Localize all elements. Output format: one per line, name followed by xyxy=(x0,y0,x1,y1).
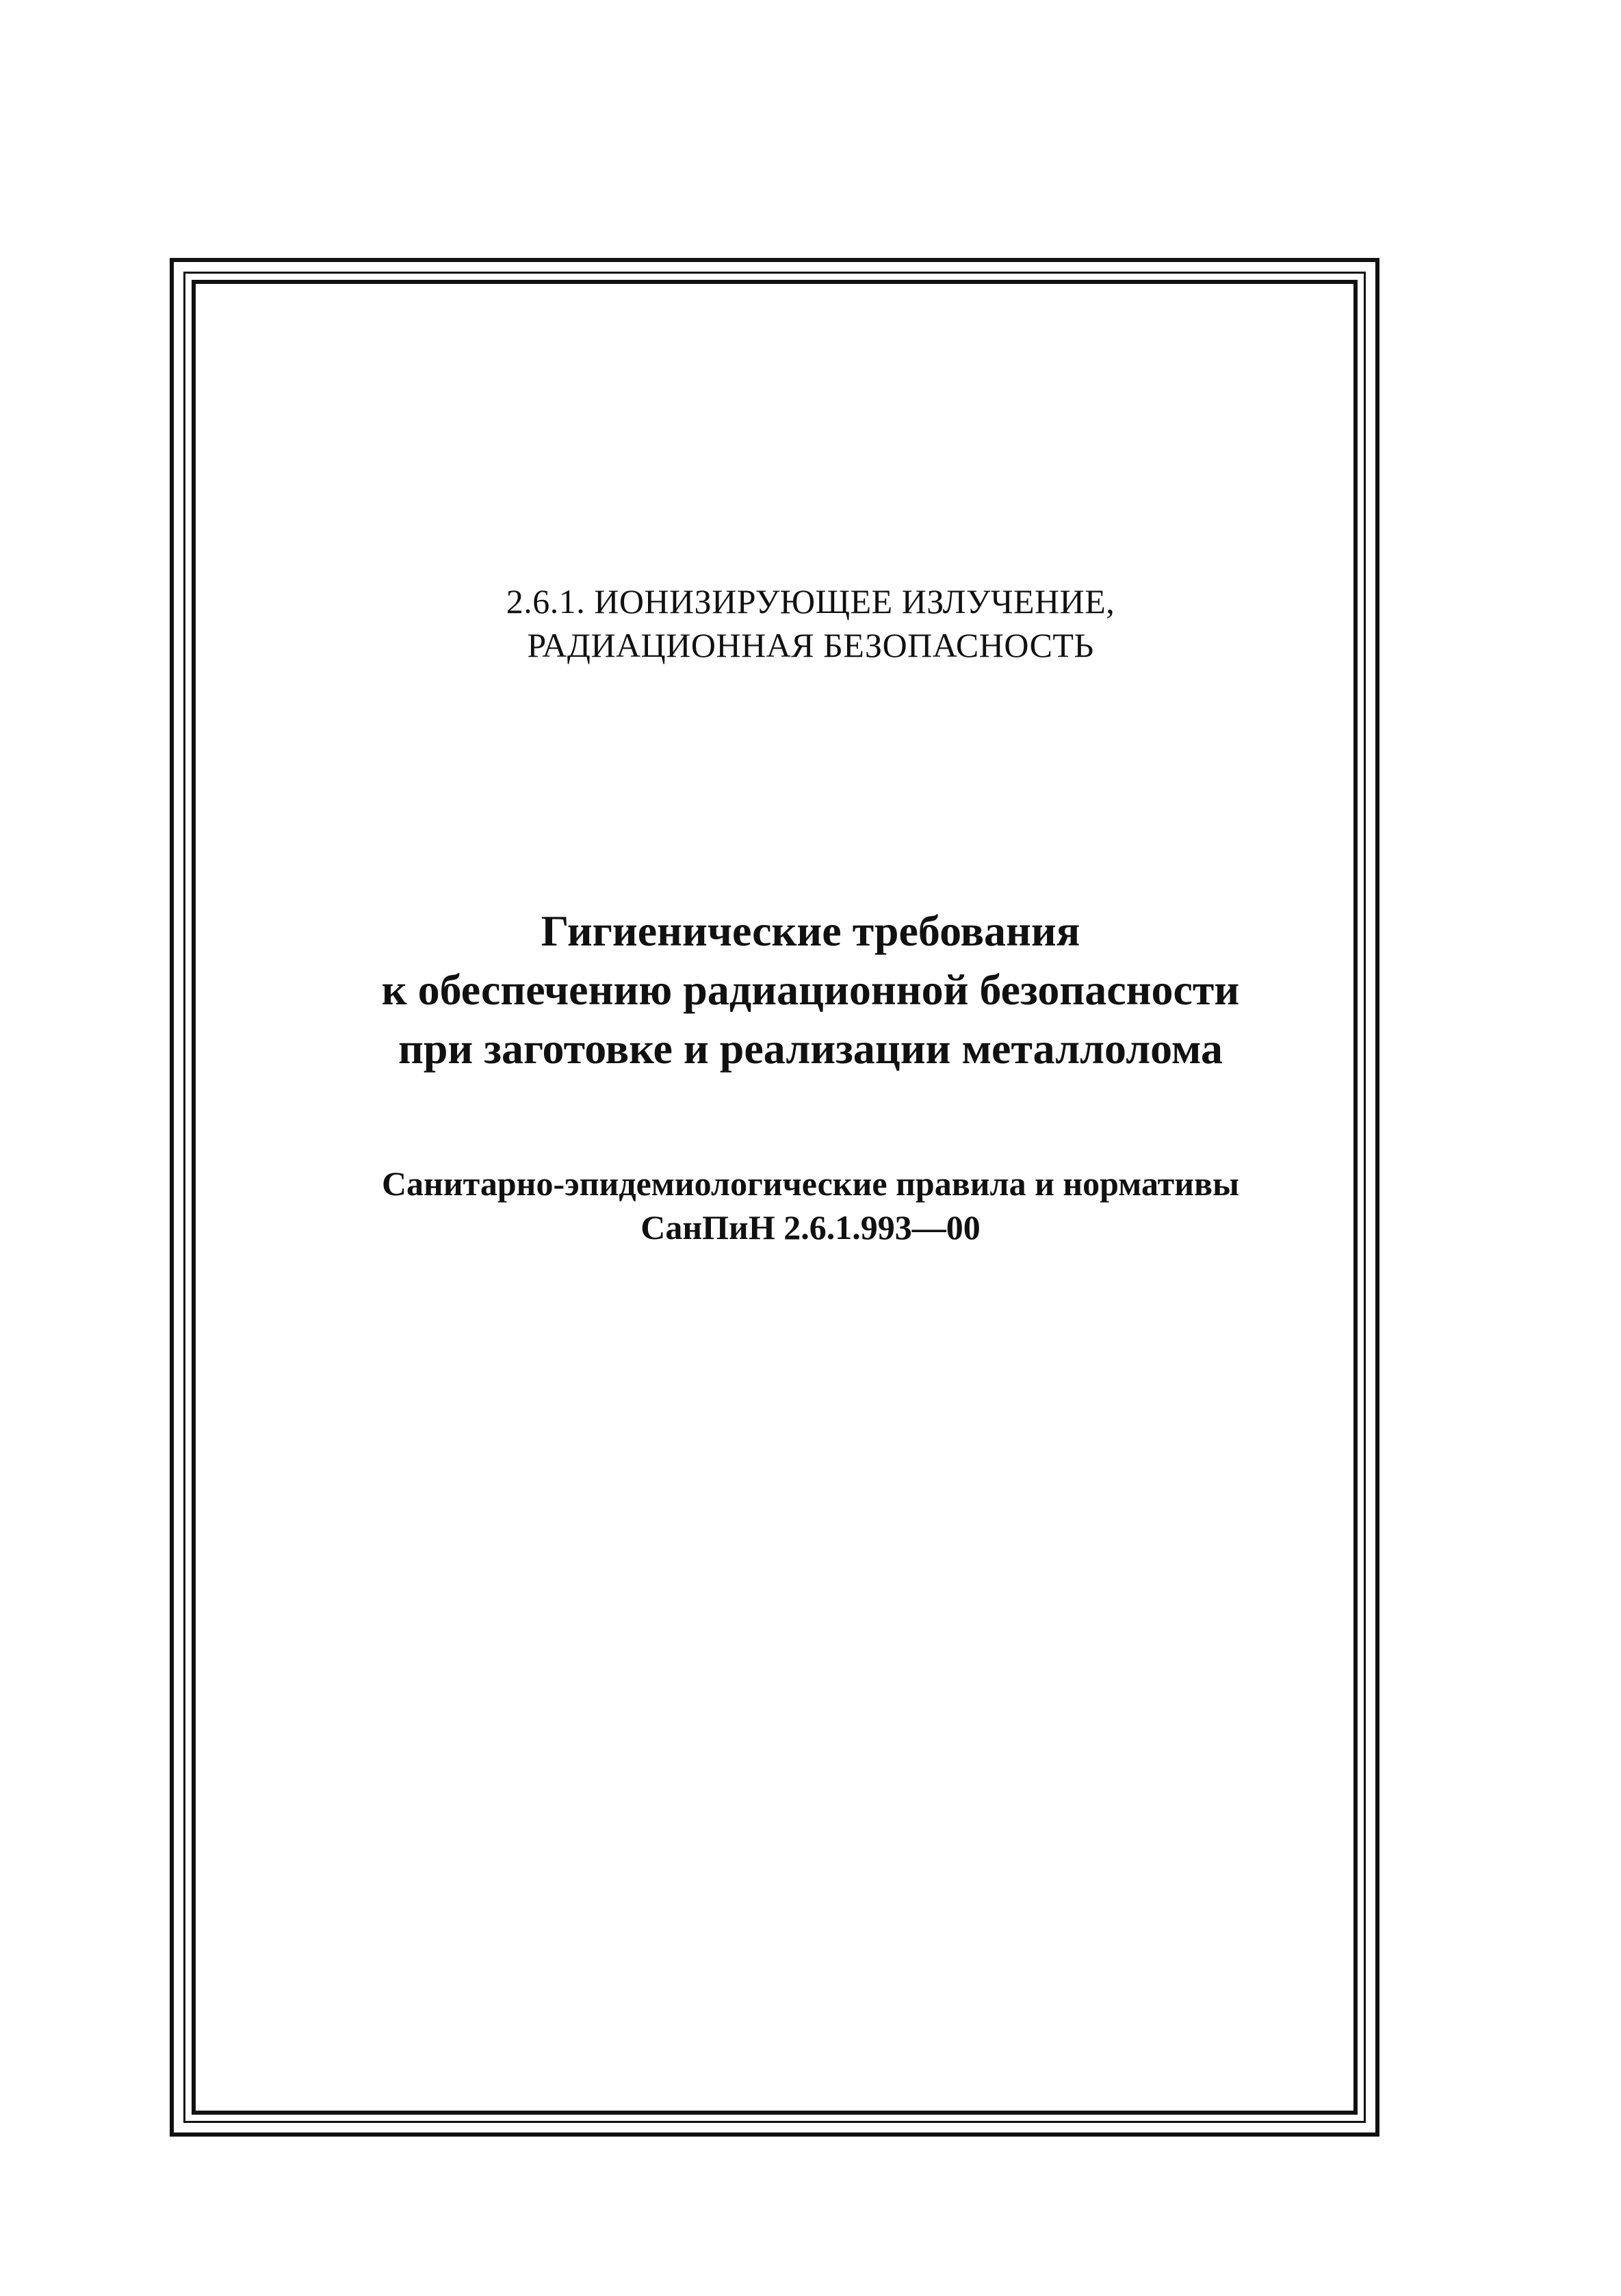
document-title-line-3: при заготовке и реализации металлолома xyxy=(398,1024,1223,1073)
document-subtitle-line-1: Санитарно-эпидемиологические правила и нормативы xyxy=(381,1164,1240,1203)
section-heading-line-2: РАДИАЦИОННАЯ БЕЗОПАСНОСТЬ xyxy=(527,626,1094,664)
document-title-line-1: Гигиенические требования xyxy=(541,906,1080,955)
document-code: СанПиН 2.6.1.993—00 xyxy=(640,1208,981,1247)
document-title-line-2: к обеспечению радиационной безопасности xyxy=(381,965,1240,1014)
document-title xyxy=(0,902,1621,1078)
section-heading-line-1: 2.6.1. ИОНИЗИРУЮЩЕЕ ИЗЛУЧЕНИЕ, xyxy=(506,582,1115,621)
document-subtitle xyxy=(0,1162,1621,1249)
section-heading xyxy=(0,579,1621,667)
